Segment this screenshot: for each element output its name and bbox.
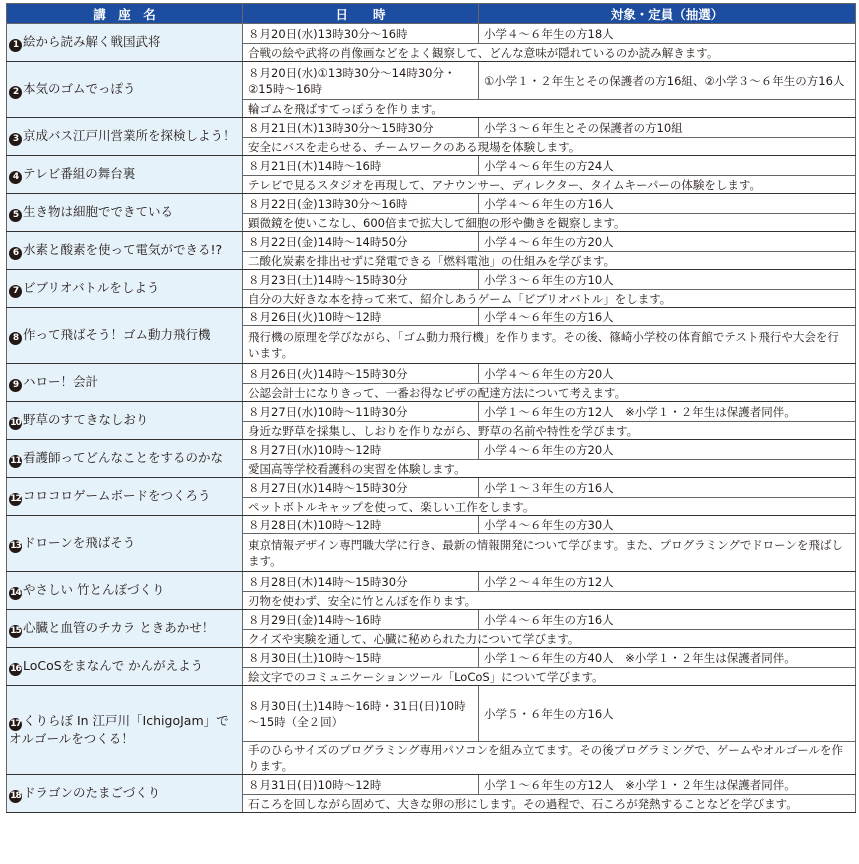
course-row — [7, 478, 856, 498]
course-name: 生き物は細胞でできている — [23, 203, 174, 219]
course-datetime: ８月23日(土)14時～15時30分 — [243, 270, 479, 290]
course-row — [7, 62, 856, 100]
course-target: 小学４～６年生の方30人 — [479, 516, 856, 534]
course-description: 東京情報デザイン専門職大学に行き、最新の情報開発について学びます。また、プログラミングでドローンを飛ばします。 — [243, 534, 856, 572]
course-table — [6, 3, 856, 813]
course-datetime: ８月21日(木)14時～16時 — [243, 156, 479, 176]
header-course-name: 講 座 名 — [7, 4, 243, 24]
course-row — [7, 610, 856, 630]
course-number-badge: 7 — [9, 285, 22, 298]
course-datetime: ８月27日(水)14時～15時30分 — [243, 478, 479, 498]
course-description: 飛行機の原理を学びながら、「ゴム動力飛行機」を作ります。その後、篠崎小学校の体育館でテスト飛行や大会を行います。 — [243, 326, 856, 364]
course-name: ドローンを飛ばそう — [23, 534, 136, 550]
course-description: 手のひらサイズのプログラミング専用パソコンを組み立てます。その後プログラミングで、ゲームやオルゴールを作ります。 — [243, 742, 856, 775]
course-description: 自分の大好きな本を持って来て、紹介しあうゲーム「ビブリオバトル」をします。 — [243, 290, 856, 308]
course-description: 石ころを回しながら固めて、大きな卵の形にします。その過程で、石ころが発熱することなどを学びます。 — [243, 795, 856, 813]
course-number-badge: 15 — [10, 625, 21, 636]
course-datetime: ８月22日(金)14時～14時50分 — [243, 232, 479, 252]
course-name-cell — [7, 194, 243, 232]
course-target: 小学３～６年生とその保護者の方10組 — [479, 118, 856, 138]
course-datetime: ８月27日(水)10時～12時 — [243, 440, 479, 460]
course-number-badge: 10 — [10, 417, 21, 428]
course-number-badge: 6 — [9, 247, 22, 260]
course-target: 小学４～６年生の方18人 — [479, 24, 856, 44]
course-name: くりらぼ In 江戸川「IchigoJam」でオルゴールをつくる！ — [9, 713, 229, 746]
course-row — [7, 308, 856, 326]
course-name: ビブリオバトルをしよう — [23, 279, 160, 295]
course-datetime: ８月20日(水)13時30分～16時 — [243, 24, 479, 44]
course-target: ①小学１・２年生とその保護者の方16組、②小学３～６年生の方16人 — [479, 62, 856, 100]
course-name-cell — [7, 270, 243, 308]
course-name: 心臓と血管のチカラ ときあかせ！ — [23, 619, 215, 635]
course-number-badge: 11 — [10, 455, 21, 466]
course-row — [7, 648, 856, 668]
course-name-cell — [7, 775, 243, 813]
course-target: 小学１～６年生の方12人 ※小学１・２年生は保護者同伴。 — [479, 775, 856, 795]
course-target: 小学４～６年生の方20人 — [479, 440, 856, 460]
course-name-cell — [7, 156, 243, 194]
course-name-cell — [7, 232, 243, 270]
course-name-cell — [7, 62, 243, 118]
course-row — [7, 156, 856, 176]
course-datetime: ８月26日(火)10時～12時 — [243, 308, 479, 326]
course-row — [7, 516, 856, 534]
course-description: 公認会計士になりきって、一番お得なピザの配達方法について考えます。 — [243, 384, 856, 402]
header-target-capacity: 対象・定員（抽選） — [479, 4, 856, 24]
course-name-cell — [7, 440, 243, 478]
course-name: LoCoSをまなんで かんがえよう — [23, 657, 204, 673]
course-number-badge: 9 — [9, 379, 22, 392]
course-description: 顕微鏡を使いこなし、600倍まで拡大して細胞の形や働きを観察します。 — [243, 214, 856, 232]
course-description: 刃物を使わず、安全に竹とんぼを作ります。 — [243, 592, 856, 610]
course-datetime: ８月22日(金)13時30分～16時 — [243, 194, 479, 214]
course-name: 野草のすてきなしおり — [23, 411, 149, 427]
course-number-badge: 8 — [9, 332, 22, 345]
course-number-badge: 5 — [9, 209, 22, 222]
course-name-cell — [7, 648, 243, 686]
course-number-badge: 2 — [9, 86, 22, 99]
header-datetime: 日 時 — [243, 4, 479, 24]
course-row — [7, 232, 856, 252]
course-datetime: ８月28日(木)10時～12時 — [243, 516, 479, 534]
course-description: 絵文字でのコミュニケーションツール「LoCoS」について学びます。 — [243, 668, 856, 686]
course-datetime: ８月21日(木)13時30分～15時30分 — [243, 118, 479, 138]
course-table-container — [6, 3, 855, 813]
course-target: 小学４～６年生の方20人 — [479, 232, 856, 252]
course-name: テレビ番組の舞台裏 — [23, 165, 136, 181]
course-number-badge: 4 — [9, 171, 22, 184]
course-name-cell — [7, 364, 243, 402]
course-number-badge: 13 — [10, 540, 21, 551]
course-name: 看護師ってどんなことをするのかな — [23, 449, 224, 465]
course-number-badge: 17 — [10, 719, 21, 729]
course-target: 小学４～６年生の方24人 — [479, 156, 856, 176]
course-description: ペットボトルキャップを使って、楽しい工作をします。 — [243, 498, 856, 516]
course-datetime: ８月26日(火)14時～15時30分 — [243, 364, 479, 384]
course-row — [7, 572, 856, 592]
course-number-badge: 1 — [9, 39, 22, 52]
course-name: コロコロゲームボードをつくろう — [23, 487, 211, 503]
course-description: 合戦の絵や武将の肖像画などをよく観察して、どんな意味が隠れているのか読み解きます。 — [243, 44, 856, 62]
course-name: 水素と酸素を使って電気ができる!? — [23, 241, 223, 257]
course-name-cell — [7, 118, 243, 156]
course-datetime: ８月31日(日)10時～12時 — [243, 775, 479, 795]
course-name: 京成バス江戸川営業所を探検しよう！ — [23, 127, 236, 143]
course-datetime: ８月30日(土)14時～16時・31日(日)10時～15時（全２回） — [243, 686, 479, 742]
course-name: 作って飛ばそう！ゴム動力飛行機 — [23, 326, 211, 342]
course-name-cell — [7, 24, 243, 62]
course-name-cell — [7, 516, 243, 572]
course-target: 小学２～４年生の方12人 — [479, 572, 856, 592]
course-description: テレビで見るスタジオを再現して、アナウンサー、ディレクター、タイムキーパーの体験をします。 — [243, 176, 856, 194]
course-target: 小学１～３年生の方16人 — [479, 478, 856, 498]
course-target: 小学４～６年生の方16人 — [479, 308, 856, 326]
course-row — [7, 194, 856, 214]
course-datetime: ８月29日(金)14時～16時 — [243, 610, 479, 630]
course-number-badge: 16 — [10, 663, 21, 674]
course-datetime: ８月27日(水)10時～11時30分 — [243, 402, 479, 422]
course-target: 小学４～６年生の方16人 — [479, 194, 856, 214]
course-name: 絵から読み解く戦国武将 — [23, 33, 161, 49]
course-name: 本気のゴムでっぽう — [23, 80, 136, 96]
course-number-badge: 18 — [10, 790, 21, 801]
course-description: 安全にバスを走らせる、チームワークのある現場を体験します。 — [243, 138, 856, 156]
course-target: 小学３～６年生の方10人 — [479, 270, 856, 290]
course-row — [7, 775, 856, 795]
course-name-cell — [7, 686, 243, 775]
course-description: クイズや実験を通して、心臓に秘められた力について学びます。 — [243, 630, 856, 648]
course-row — [7, 440, 856, 460]
course-name: ドラゴンのたまごづくり — [23, 784, 161, 800]
course-name-cell — [7, 402, 243, 440]
course-row — [7, 118, 856, 138]
course-number-badge: 3 — [9, 133, 22, 146]
course-number-badge: 12 — [10, 493, 21, 504]
course-row — [7, 686, 856, 742]
course-name-cell — [7, 572, 243, 610]
course-target: 小学４～６年生の方16人 — [479, 610, 856, 630]
course-target: 小学５・６年生の方16人 — [479, 686, 856, 742]
course-name-cell — [7, 478, 243, 516]
course-name: やさしい 竹とんぼづくり — [23, 581, 165, 597]
course-datetime: ８月20日(水)①13時30分～14時30分・②15時～16時 — [243, 62, 479, 100]
course-row — [7, 24, 856, 44]
course-description: 愛国高等学校看護科の実習を体験します。 — [243, 460, 856, 478]
course-description: 身近な野草を採集し、しおりを作りながら、野草の名前や特性を学びます。 — [243, 422, 856, 440]
course-datetime: ８月30日(土)10時～15時 — [243, 648, 479, 668]
course-row — [7, 270, 856, 290]
course-number-badge: 14 — [10, 587, 21, 598]
course-target: 小学１～６年生の方40人 ※小学１・２年生は保護者同伴。 — [479, 648, 856, 668]
course-description: 二酸化炭素を排出せずに発電できる「燃料電池」の仕組みを学びます。 — [243, 252, 856, 270]
course-name-cell — [7, 308, 243, 364]
course-row — [7, 364, 856, 384]
course-target: 小学４～６年生の方20人 — [479, 364, 856, 384]
header-row — [7, 4, 856, 24]
course-target: 小学１～６年生の方12人 ※小学１・２年生は保護者同伴。 — [479, 402, 856, 422]
course-name: ハロー！会計 — [23, 373, 99, 389]
course-row — [7, 402, 856, 422]
course-name-cell — [7, 610, 243, 648]
course-datetime: ８月28日(木)14時～15時30分 — [243, 572, 479, 592]
course-description: 輪ゴムを飛ばすてっぽうを作ります。 — [243, 100, 856, 118]
